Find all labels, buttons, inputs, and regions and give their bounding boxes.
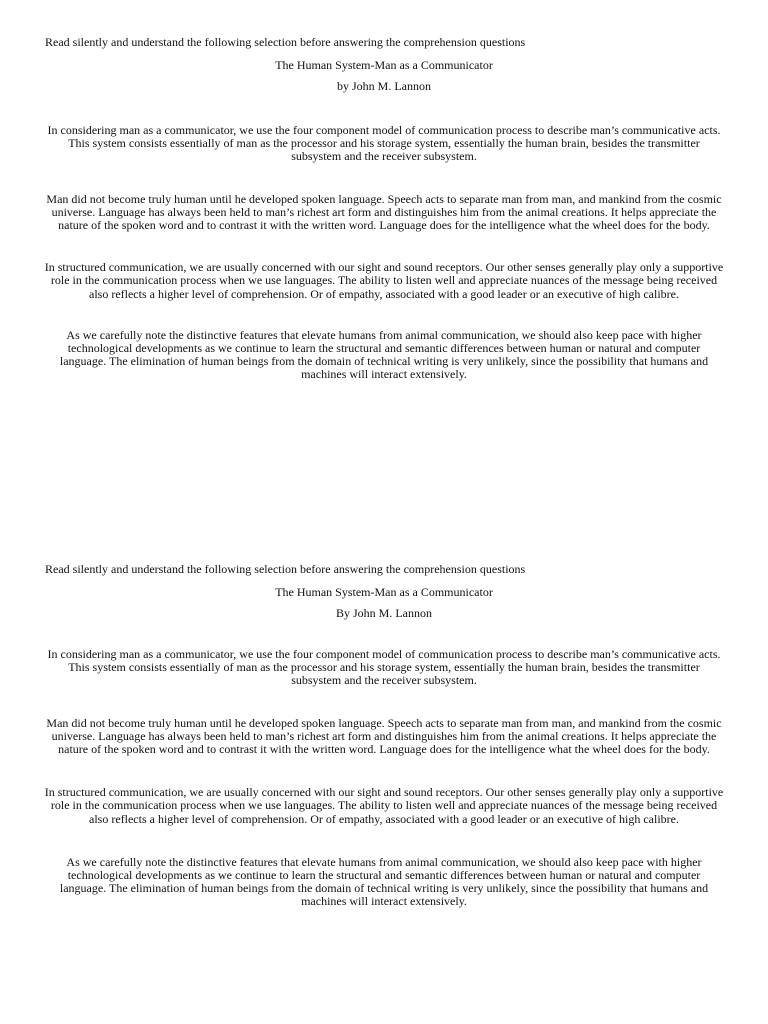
instruction-text: Read silently and understand the following selection before answering the comprehension questions [45, 35, 526, 49]
reading-selection-2 [0, 561, 768, 909]
paragraph-2: Man did not become truly human until he developed spoken language. Speech acts to separate man from man, and mankind from the cosmic universe. Language has always been held to man’s richest art form and distinguishes him from the animal creations. It helps appreciate the nature of the spoken word and to contrast it with the written word. Language does for the intelligence what the wheel does for the body. [46, 715, 722, 757]
paragraph-2: Man did not become truly human until he developed spoken language. Speech acts to separate man from man, and mankind from the cosmic universe. Language has always been held to man’s richest art form and distinguishes him from the animal creations. It helps appreciate the nature of the spoken word and to contrast it with the written word. Language does for the intelligence what the wheel does for the body. [46, 191, 722, 233]
paragraph-3: In structured communication, we are usually concerned with our sight and sound receptors. Our other senses generally play only a supportive role in the communication process when we use languages. The ability to listen well and appreciate nuances of the message being received also reflects a higher level of comprehension. Or of empathy, associated with a good leader or an executive of high calibre. [44, 785, 724, 826]
paragraph-3: In structured communication, we are usually concerned with our sight and sound receptors. Our other senses generally play only a supportive role in the communication process when we use languages. The ability to listen well and appreciate nuances of the message being received also reflects a higher level of comprehension. Or of empathy, associated with a good leader or an executive of high calibre. [44, 260, 724, 301]
instruction-text: Read silently and understand the following selection before answering the comprehension questions [45, 562, 526, 576]
selection-author: by John M. Lannon [337, 79, 431, 93]
selection-title: The Human System-Man as a Communicator [275, 585, 493, 599]
selection-author: By John M. Lannon [336, 606, 432, 620]
paragraph-4: As we carefully note the distinctive features that elevate humans from animal communication, we should also keep pace with higher technological developments as we continue to learn the structural and semantic differences between human or natural and computer language. The elimination of human beings from the domain of technical writing is very unlikely, since the possibility that humans and machines will interact extensively. [59, 327, 709, 382]
selection-title: The Human System-Man as a Communicator [275, 58, 493, 72]
paragraph-1: In considering man as a communicator, we use the four component model of communication process to describe man’s communicative acts. This system consists essentially of man as the processor and his storage system, essentially the human brain, besides the transmitter subsystem and the receiver subsystem. [47, 123, 721, 164]
paragraph-4: As we carefully note the distinctive features that elevate humans from animal communication, we should also keep pace with higher technological developments as we continue to learn the structural and semantic differences between human or natural and computer language. The elimination of human beings from the domain of technical writing is very unlikely, since the possibility that humans and machines will interact extensively. [59, 854, 709, 909]
reading-selection-1 [0, 34, 768, 382]
paragraph-1: In considering man as a communicator, we use the four component model of communication process to describe man’s communicative acts. This system consists essentially of man as the processor and his storage system, essentially the human brain, besides the transmitter subsystem and the receiver subsystem. [47, 647, 721, 688]
